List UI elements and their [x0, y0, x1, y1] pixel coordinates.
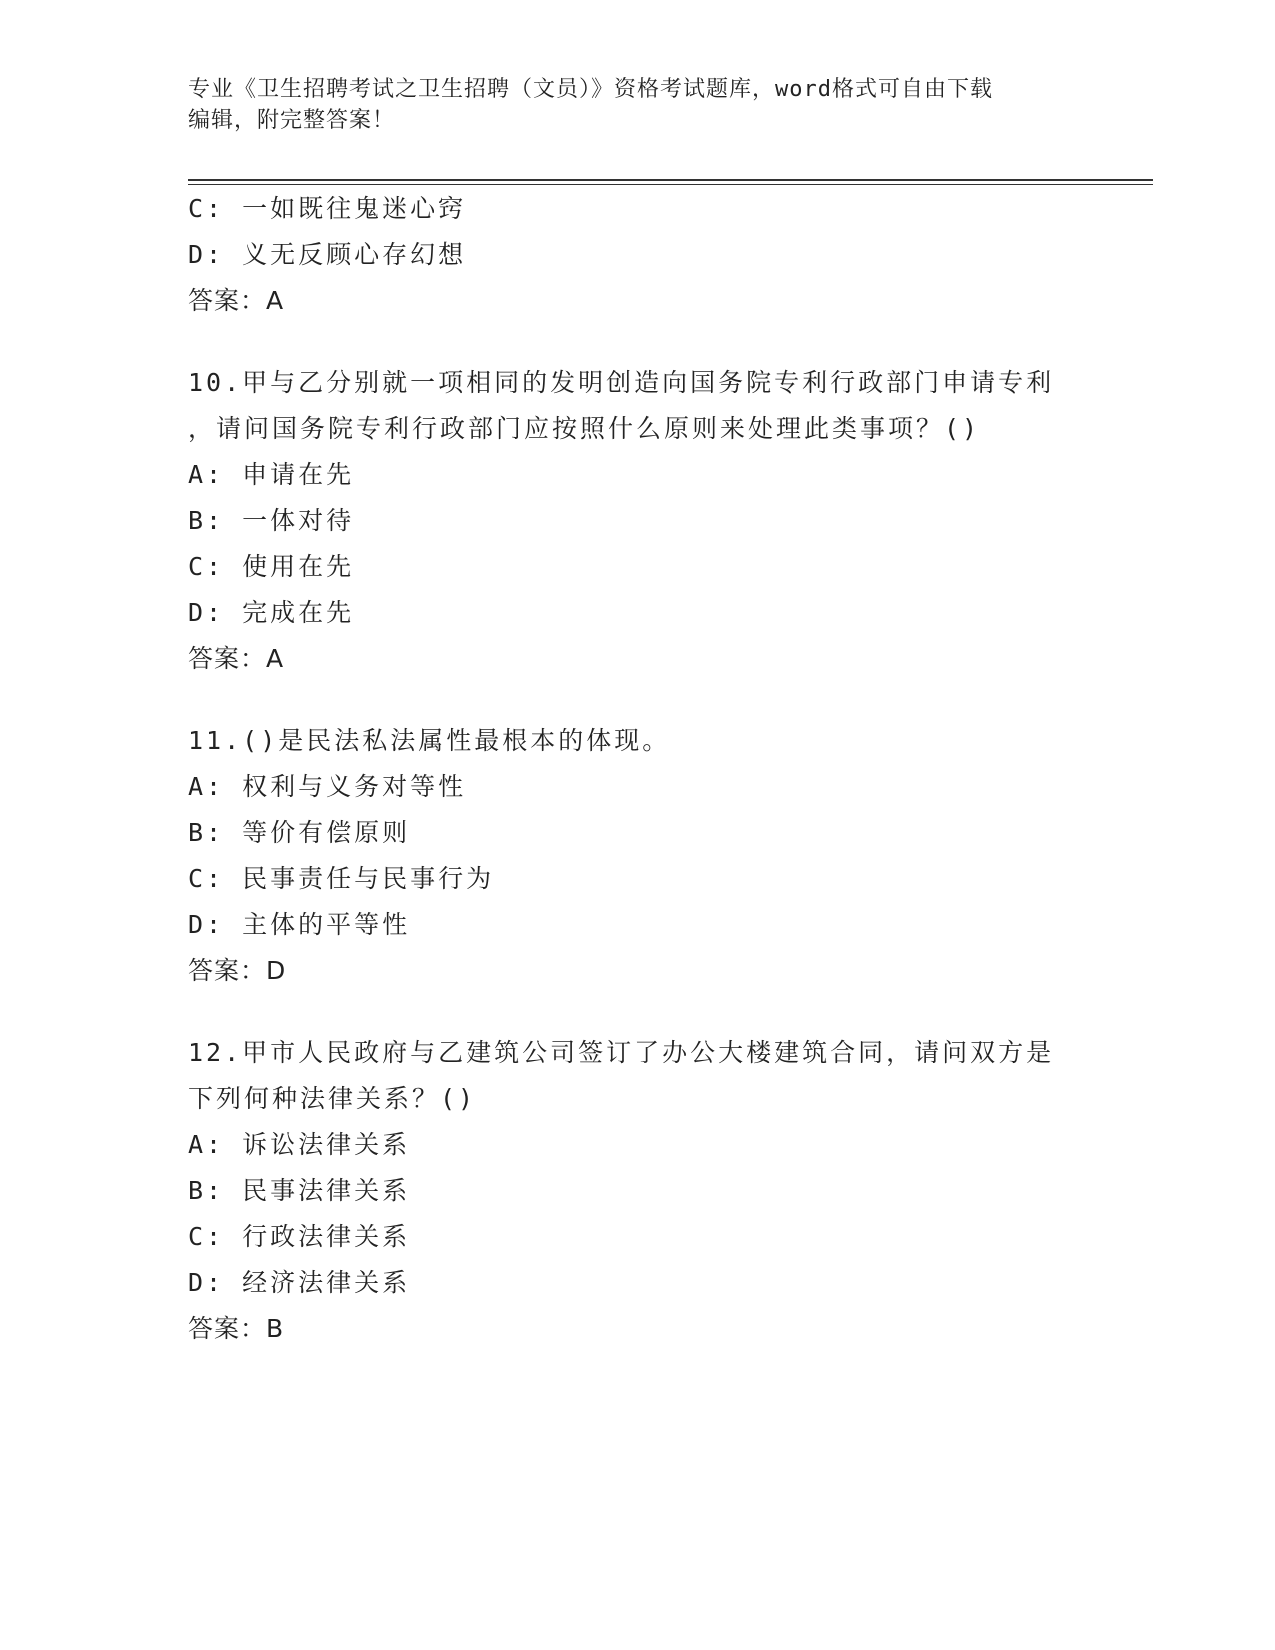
header-line-2: 编辑，附完整答案！	[188, 108, 396, 133]
header-line-1: 专业《卫生招聘考试之卫生招聘（文员）》资格考试题库，word格式可自由下载	[188, 77, 993, 102]
option-b: B: 一体对待	[188, 506, 355, 535]
option-a: A: 权利与义务对等性	[188, 772, 467, 801]
option-c: C: 使用在先	[188, 552, 355, 581]
option-d: D: 经济法律关系	[188, 1268, 411, 1297]
spacer	[188, 994, 1088, 1030]
answer: 答案：D	[188, 956, 287, 985]
question-10	[188, 360, 1088, 682]
spacer	[188, 682, 1088, 718]
document-header	[188, 74, 1068, 136]
option-b: B: 等价有偿原则	[188, 818, 411, 847]
question-12	[188, 1030, 1088, 1352]
answer: 答案：A	[188, 644, 285, 673]
answer: 答案：A	[188, 286, 285, 315]
answer: 答案：B	[188, 1314, 285, 1343]
option-c: C: 一如既往鬼迷心窍	[188, 194, 467, 223]
question-stem-continued: 下列何种法律关系？()	[188, 1084, 477, 1113]
option-d: D: 义无反顾心存幻想	[188, 240, 467, 269]
question-11	[188, 718, 1088, 994]
option-d: D: 主体的平等性	[188, 910, 411, 939]
header-divider-thick	[188, 179, 1153, 181]
spacer	[188, 324, 1088, 360]
question-9-continued	[188, 186, 1088, 324]
question-stem: 11.()是民法私法属性最根本的体现。	[188, 726, 671, 755]
option-a: A: 诉讼法律关系	[188, 1130, 411, 1159]
header-divider-thin	[188, 184, 1153, 185]
question-list	[188, 186, 1088, 1352]
option-a: A: 申请在先	[188, 460, 355, 489]
question-stem-continued: ，请问国务院专利行政部门应按照什么原则来处理此类事项？()	[188, 414, 981, 443]
option-d: D: 完成在先	[188, 598, 355, 627]
question-stem: 10.甲与乙分别就一项相同的发明创造向国务院专利行政部门申请专利	[188, 368, 1055, 397]
option-c: C: 行政法律关系	[188, 1222, 411, 1251]
option-c: C: 民事责任与民事行为	[188, 864, 495, 893]
question-stem: 12.甲市人民政府与乙建筑公司签订了办公大楼建筑合同，请问双方是	[188, 1038, 1055, 1067]
option-b: B: 民事法律关系	[188, 1176, 411, 1205]
